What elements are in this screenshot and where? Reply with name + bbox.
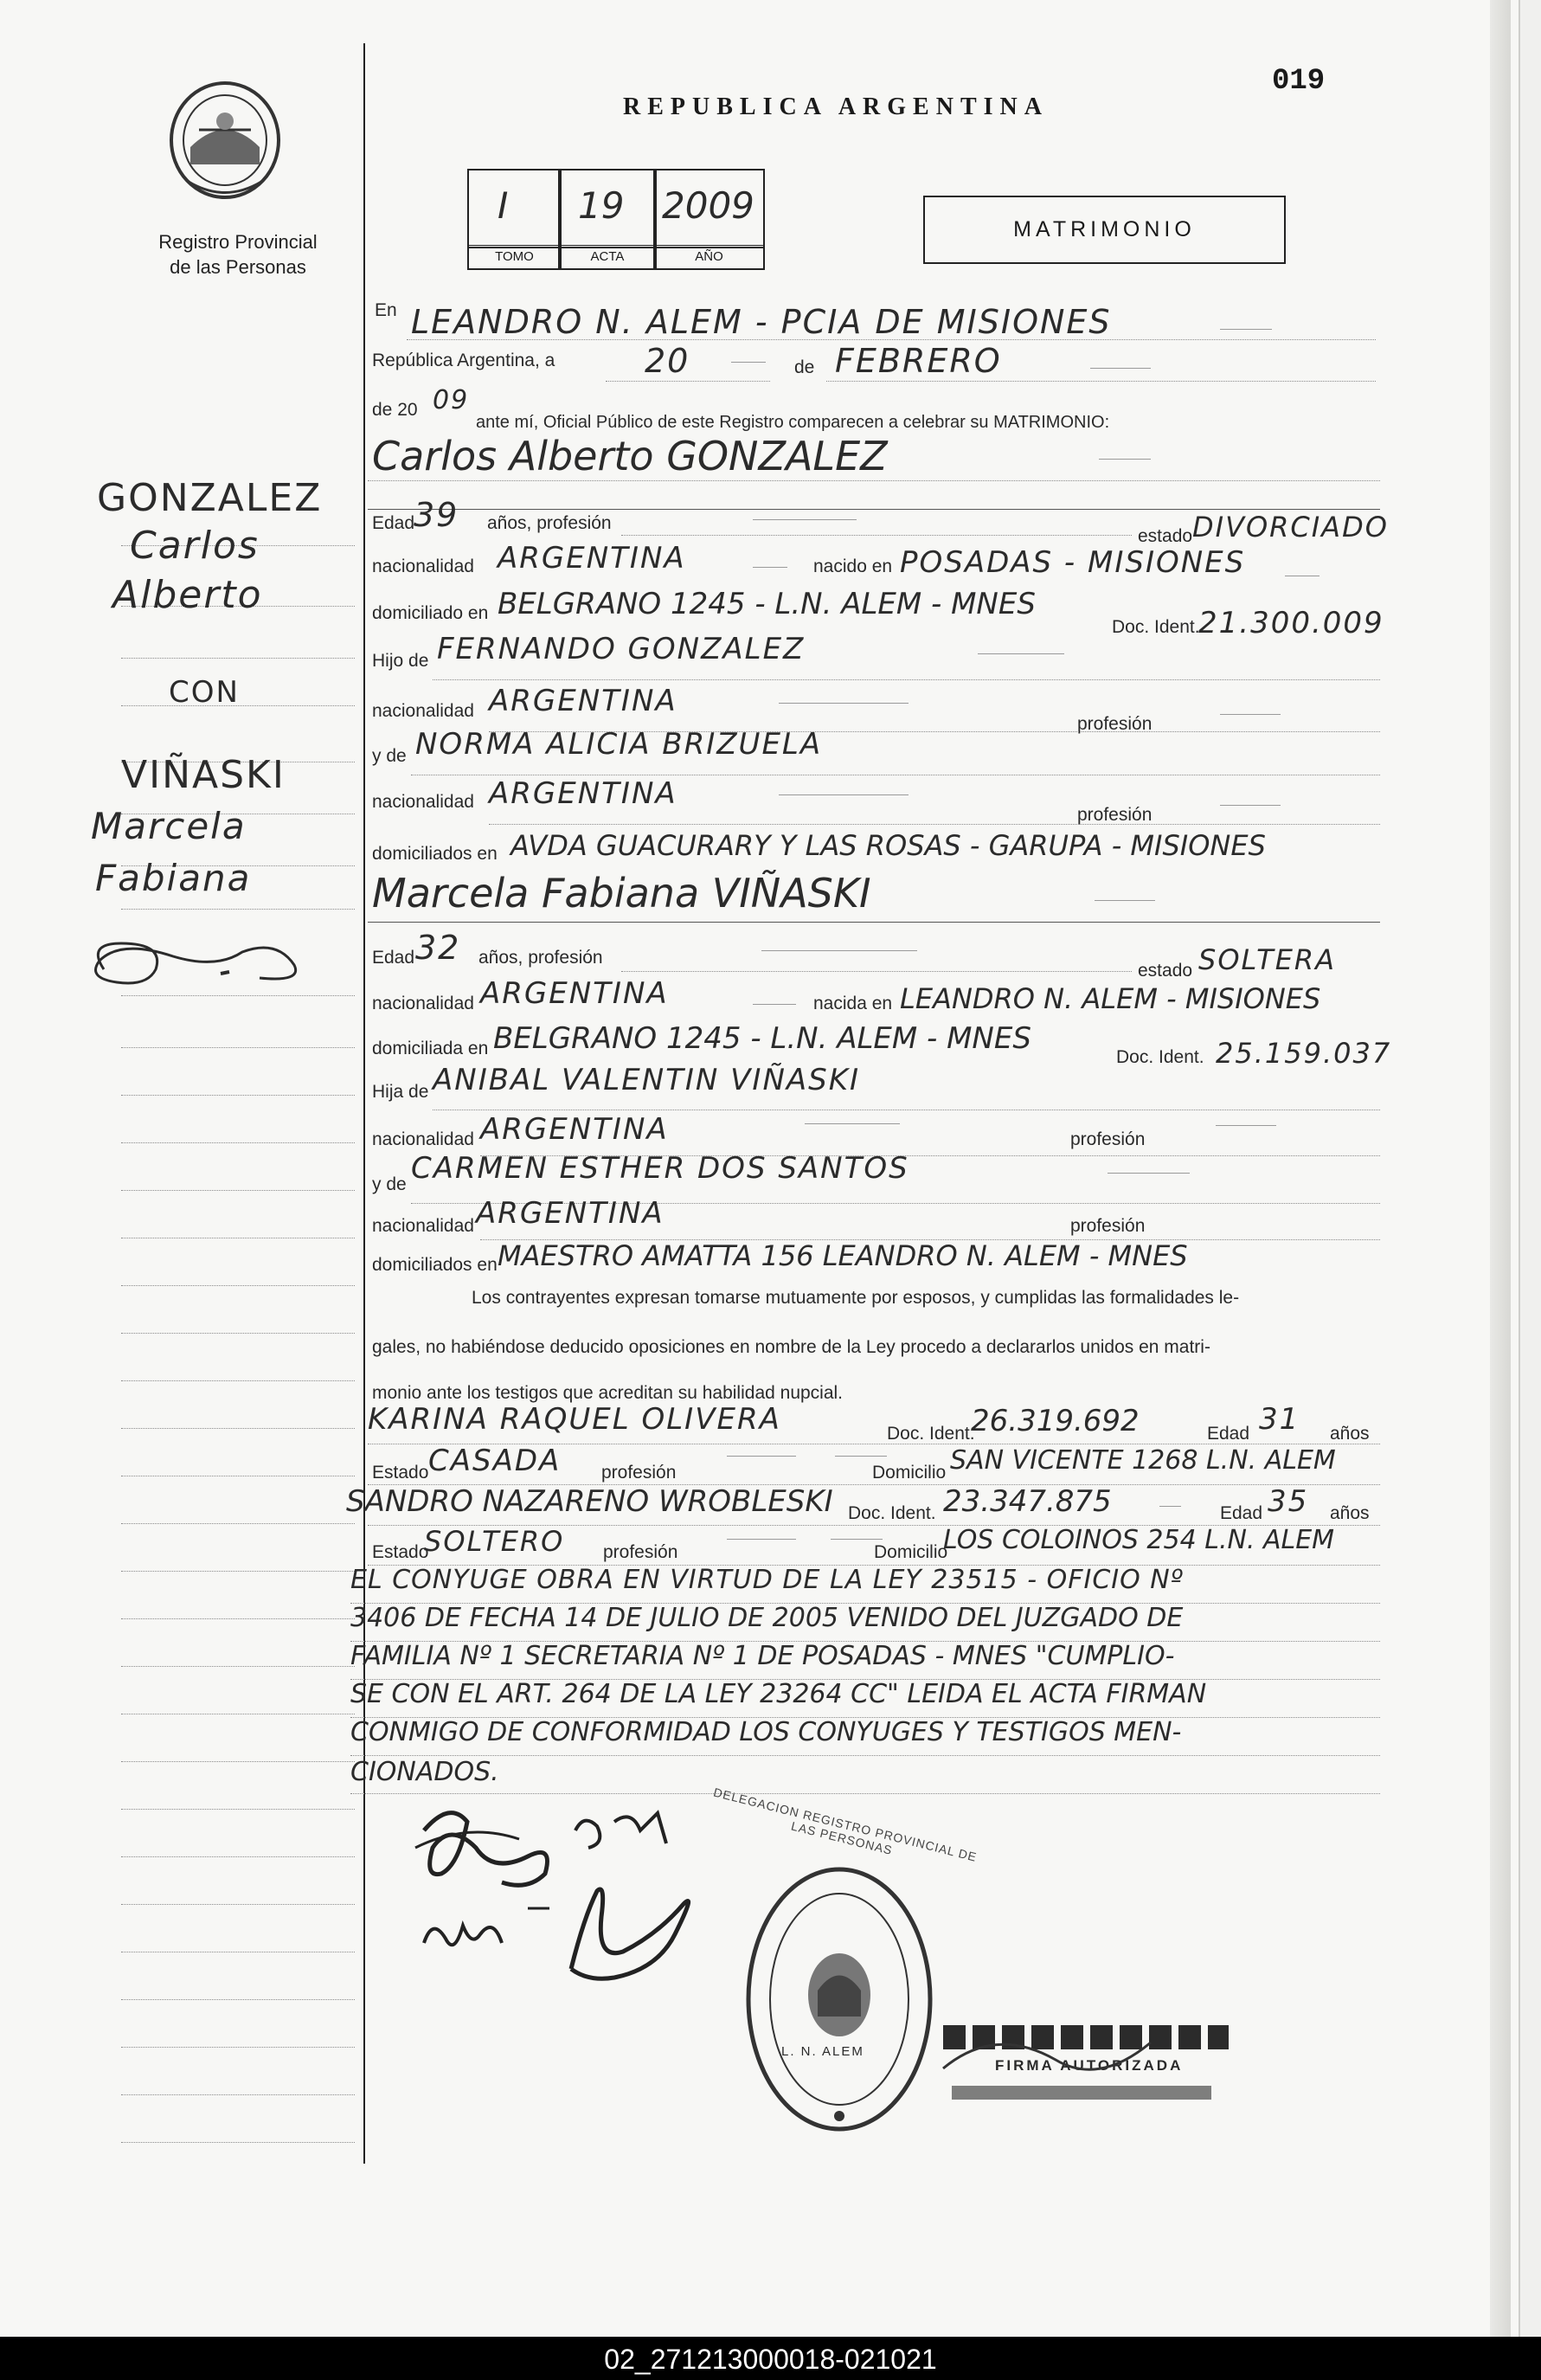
bride-estado: SOLTERA — [1198, 943, 1337, 976]
appearance-text: ante mí, Oficial Público de este Registro comparecen a celebrar su MATRIMONIO: — [476, 413, 1110, 432]
witness2-name: SANDRO NAZARENO WROBLESKI — [346, 1484, 833, 1519]
bride-nat-label: nacionalidad — [372, 994, 474, 1013]
note-line-5: CONMIGO DE CONFORMIDAD LOS CONYUGES Y TESTIGOS MEN- — [350, 1717, 1182, 1747]
witness2-address: LOS COLOINOS 254 L.N. ALEM — [943, 1525, 1335, 1555]
bride-full-name: Marcela Fabiana VIÑASKI — [372, 870, 871, 917]
bride-doc: 25.159.037 — [1216, 1037, 1392, 1070]
place-value: LEANDRO N. ALEM - PCIA DE MISIONES — [411, 303, 1112, 341]
bride-mother-nationality: ARGENTINA — [476, 1196, 665, 1231]
groom-parents-address: AVDA GUACURARY Y LAS ROSAS - GARUPA - MISIONES — [510, 829, 1266, 862]
groom-full-name: Carlos Alberto GONZALEZ — [372, 433, 888, 479]
witness1-prof-label: profesión — [601, 1463, 677, 1483]
registry-line2: de las Personas — [170, 256, 306, 278]
groom-mother-nat-label: nacionalidad — [372, 792, 474, 812]
margin-groom-name2: Alberto — [112, 573, 263, 617]
bride-doc-label: Doc. Ident. — [1116, 1047, 1204, 1067]
witness2-age: 35 — [1268, 1484, 1309, 1519]
bride-parents-dom-label: domiciliados en — [372, 1255, 498, 1275]
witness2-doc: 23.347.875 — [943, 1484, 1112, 1519]
bride-nacida-label: nacida en — [813, 994, 893, 1013]
groom-anos-label: años, profesión — [487, 513, 612, 533]
groom-hijo-label: Hijo de — [372, 651, 429, 671]
registry-name — [121, 229, 355, 280]
bride-father-prof-label: profesión — [1070, 1129, 1146, 1149]
signatures — [398, 1796, 761, 1995]
witness1-estado: CASADA — [428, 1444, 562, 1478]
groom-edad-label: Edad — [372, 513, 415, 533]
footer-bar — [0, 2337, 1541, 2380]
year-suffix: 09 — [433, 385, 470, 415]
witness2-estado: SOLTERO — [424, 1525, 565, 1558]
witness1-anos-label: años — [1330, 1424, 1370, 1444]
day-value: 20 — [645, 342, 690, 380]
groom-address: BELGRANO 1245 - L.N. ALEM - MNES — [498, 587, 1036, 621]
acta-label: ACTA — [558, 245, 657, 270]
groom-doc-label: Doc. Ident. — [1112, 617, 1200, 637]
witness1-name: KARINA RAQUEL OLIVERA — [368, 1402, 781, 1437]
acta-value: 19 — [578, 184, 625, 227]
stamp-ring-text: DELEGACION REGISTRO PROVINCIAL DE LAS PERSONAS — [711, 1785, 979, 1864]
groom-parents-dom-label: domiciliados en — [372, 844, 498, 864]
month-value: FEBRERO — [835, 342, 1002, 380]
margin-bride-surname: VIÑASKI — [121, 753, 286, 797]
country-title: REPUBLICA ARGENTINA — [623, 93, 1049, 120]
bride-father: ANIBAL VALENTIN VIÑASKI — [433, 1063, 861, 1097]
provincial-emblem-icon — [164, 78, 286, 208]
groom-father-prof-label: profesión — [1077, 714, 1153, 734]
tomo-value: I — [498, 184, 509, 227]
groom-nat-label: nacionalidad — [372, 556, 474, 576]
witness2-doc-label: Doc. Ident. — [848, 1503, 936, 1523]
witness2-estado-label: Estado — [372, 1542, 429, 1562]
groom-age: 39 — [414, 496, 459, 534]
groom-yde-label: y de — [372, 746, 407, 766]
witness2-edad-label: Edad — [1220, 1503, 1263, 1523]
note-line-6: CIONADOS. — [350, 1757, 499, 1787]
anio-label: AÑO — [653, 245, 765, 270]
margin-bride-name1: Marcela — [91, 805, 247, 847]
bride-age: 32 — [415, 929, 461, 967]
republic-label: República Argentina, a — [372, 351, 555, 370]
stamp-center-text: L. N. ALEM — [781, 2044, 864, 2059]
bride-yde-label: y de — [372, 1174, 407, 1194]
year-prefix: de 20 — [372, 400, 418, 420]
bride-mother-prof-label: profesión — [1070, 1216, 1146, 1236]
bride-mother: CARMEN ESTHER DOS SANTOS — [411, 1151, 909, 1186]
firma-label: FIRMA AUTORIZADA — [995, 2057, 1184, 2074]
footer-id: 02_271213000018-021021 — [604, 2344, 937, 2375]
witness1-edad-label: Edad — [1207, 1424, 1250, 1444]
margin-groom-name1: Carlos — [130, 524, 260, 568]
bride-father-nationality: ARGENTINA — [480, 1112, 669, 1147]
groom-father-nationality: ARGENTINA — [489, 684, 677, 718]
margin-signature — [69, 930, 329, 1004]
margin-groom-surname: GONZALEZ — [97, 476, 323, 520]
witness2-dom-label: Domicilio — [874, 1542, 948, 1562]
witness2-anos-label: años — [1330, 1503, 1370, 1523]
groom-mother-nationality: ARGENTINA — [489, 776, 677, 811]
declaration-line3: monio ante los testigos que acreditan su habilidad nupcial. — [372, 1383, 844, 1403]
note-line-2: 3406 DE FECHA 14 DE JULIO DE 2005 VENIDO DEL JUZGADO DE — [350, 1603, 1184, 1633]
official-stamp-icon — [735, 1856, 943, 2142]
anio-value: 2009 — [662, 184, 754, 227]
bride-hija-label: Hija de — [372, 1082, 429, 1102]
groom-dom-label: domiciliado en — [372, 603, 489, 623]
en-label: En — [375, 300, 397, 320]
bride-estado-label: estado — [1138, 961, 1193, 981]
page-edge — [1490, 0, 1511, 2337]
page-number: 019 — [1272, 65, 1326, 98]
stamp-signature — [926, 2017, 1203, 2112]
act-type-box: MATRIMONIO — [923, 196, 1286, 264]
margin-connector: CON — [169, 675, 240, 710]
declaration-line2: gales, no habiéndose deducido oposiciones en nombre de la Ley procedo a declararlos unidos en matri- — [372, 1337, 1210, 1357]
witness1-age: 31 — [1259, 1402, 1300, 1437]
note-line-3: FAMILIA Nº 1 SECRETARIA Nº 1 DE POSADAS - MNES "CUMPLIO- — [350, 1641, 1175, 1671]
declaration-line1: Los contrayentes expresan tomarse mutuamente por esposos, y cumplidas las formalidades le- — [472, 1288, 1240, 1308]
groom-mother: NORMA ALICIA BRIZUELA — [415, 727, 823, 762]
margin-bride-name2: Fabiana — [95, 857, 252, 899]
groom-mother-prof-label: profesión — [1077, 805, 1153, 825]
bride-nationality: ARGENTINA — [480, 976, 669, 1011]
note-line-4: SE CON EL ART. 264 DE LA LEY 23264 CC" LEIDA EL ACTA FIRMAN — [350, 1679, 1207, 1709]
witness1-estado-label: Estado — [372, 1463, 429, 1483]
bride-edad-label: Edad — [372, 948, 415, 968]
bride-address: BELGRANO 1245 - L.N. ALEM - MNES — [493, 1021, 1031, 1056]
groom-doc: 21.300.009 — [1198, 606, 1384, 640]
note-line-1: EL CONYUGE OBRA EN VIRTUD DE LA LEY 23515 - OFICIO Nº — [350, 1565, 1184, 1595]
witness1-address: SAN VICENTE 1268 L.N. ALEM — [950, 1445, 1336, 1476]
groom-father: FERNANDO GONZALEZ — [437, 632, 806, 666]
bride-mother-nat-label: nacionalidad — [372, 1216, 474, 1236]
groom-nationality: ARGENTINA — [498, 541, 686, 576]
bride-birthplace: LEANDRO N. ALEM - MISIONES — [900, 982, 1321, 1015]
witness1-doc: 26.319.692 — [971, 1404, 1140, 1438]
bride-parents-address: MAESTRO AMATTA 156 LEANDRO N. ALEM - MNES — [498, 1239, 1188, 1272]
groom-father-nat-label: nacionalidad — [372, 701, 474, 721]
groom-estado-label: estado — [1138, 526, 1193, 546]
witness1-doc-label: Doc. Ident. — [887, 1424, 975, 1444]
groom-birthplace: POSADAS - MISIONES — [900, 545, 1246, 580]
de-label: de — [794, 357, 815, 377]
bride-father-nat-label: nacionalidad — [372, 1129, 474, 1149]
groom-estado: DIVORCIADO — [1192, 511, 1389, 544]
margin-divider — [363, 43, 365, 2164]
bride-dom-label: domiciliada en — [372, 1039, 489, 1058]
bride-anos-label: años, profesión — [478, 948, 603, 968]
groom-nacido-label: nacido en — [813, 556, 893, 576]
record-box — [467, 169, 766, 273]
witness2-prof-label: profesión — [603, 1542, 678, 1562]
tomo-label: TOMO — [467, 245, 562, 270]
registry-line1: Registro Provincial — [158, 231, 318, 253]
witness1-dom-label: Domicilio — [872, 1463, 947, 1483]
